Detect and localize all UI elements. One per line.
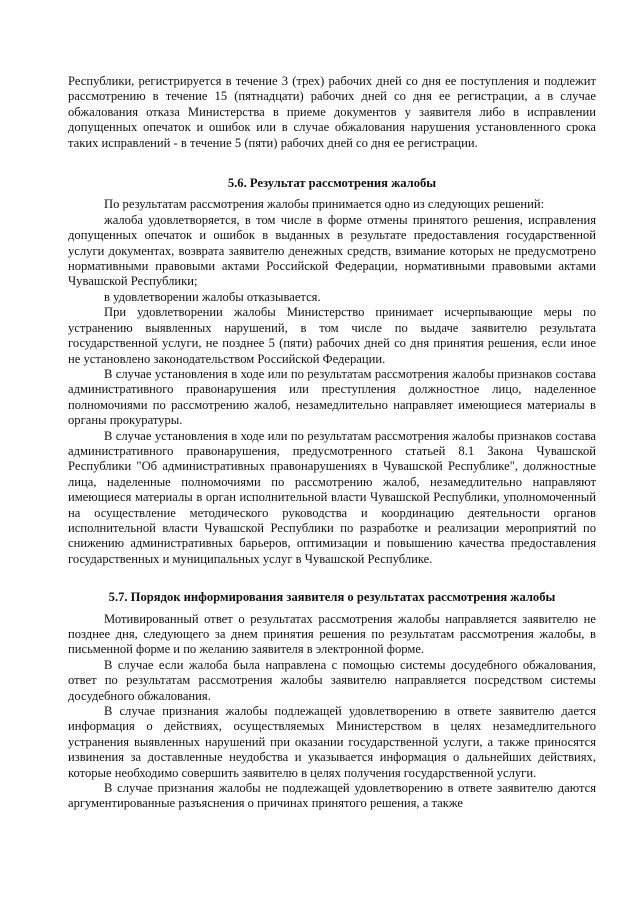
paragraph: В случае признания жалобы подлежащей удовлетворению в ответе заявителю дается информация о действиях, осуществляемых Министерством в целях незамедлительного устранения выявленных нарушений при оказании государственной услуги, а также приносятся извинения за доставленные неудобства и указывается информация о дальнейших действиях, которые необходимо совершить заявителю в целях получения государственной услуги. bbox=[68, 704, 596, 780]
paragraph: По результатам рассмотрения жалобы принимается одно из следующих решений: bbox=[104, 197, 545, 212]
paragraph: В случае установления в ходе или по результатам рассмотрения жалобы признаков состава административного правонарушения, предусмотренного статьей 8.1 Закона Чувашской Республики "Об административных правонарушениях в Чувашской Республике", должностные лица, наделенные полномочиями по рассмотрению жалоб, незамедлительно направляют имеющиеся материалы в орган исполнительной власти Чувашской Республики, уполномоченный на осуществление методического руководства и координацию деятельности органов исполнительной власти Чувашской Республики по разработке и реализации мероприятий по снижению административных барьеров, оптимизации и повышению качества предоставления государственных и муниципальных услуг в Чувашской Республике. bbox=[68, 428, 596, 566]
section-5-7-body bbox=[68, 612, 596, 812]
section-5-6-heading: 5.6. Результат рассмотрения жалобы bbox=[227, 176, 437, 191]
intro-paragraph: Республики, регистрируется в течение 3 (трех) рабочих дней со дня ее поступления и подлежит рассмотрению в течение 15 (пятнадцати) рабочих дней со дня ее регистрации, а в случае обжалования отказа Министерства в приеме документов у заявителя либо в исправлении допущенных опечаток и ошибок или в случае обжалования нарушения установленного срока таких исправлений - в течение 5 (пяти) рабочих дней со дня ее регистрации. bbox=[68, 74, 596, 150]
paragraph: в удовлетворении жалобы отказывается. bbox=[104, 289, 321, 304]
paragraph: В случае признания жалобы не подлежащей удовлетворению в ответе заявителю даются аргументированные разъяснения о причинах принятого решения, а также bbox=[68, 781, 596, 811]
paragraph: жалоба удовлетворяется, в том числе в форме отмены принятого решения, исправления допущенных опечаток и ошибок в выданных в результате предоставления государственной услуги документах, возврата заявителю денежных средств, взимание которых не предусмотрено нормативными правовыми актами Российской Федерации, нормативными правовыми актами Чувашской Республики; bbox=[68, 212, 596, 289]
paragraph: В случае если жалоба была направлена с помощью системы досудебного обжалования, ответ по результатам рассмотрения жалобы заявителю направляется посредством системы досудебного обжалования. bbox=[68, 657, 596, 703]
paragraph: При удовлетворении жалобы Министерство принимает исчерпывающие меры по устранению выявленных нарушений, в том числе по выдаче заявителю результата государственной услуги, не позднее 5 (пяти) рабочих дней со дня принятия решения, если иное не установлено законодательством Российской Федерации. bbox=[68, 305, 596, 366]
paragraph: Мотивированный ответ о результатах рассмотрения жалобы направляется заявителю не позднее дня, следующего за днем принятия решения по результатам рассмотрения жалобы, в письменной форме и по желанию заявителя в электронной форме. bbox=[68, 611, 596, 657]
section-5-7-heading: 5.7. Порядок информирования заявителя о результатах рассмотрения жалобы bbox=[108, 590, 556, 605]
section-5-6-body bbox=[68, 197, 596, 567]
paragraph: В случае установления в ходе или по результатам рассмотрения жалобы признаков состава административного правонарушения или преступления должностное лицо, наделенное полномочиями по рассмотрению жалоб, незамедлительно направляет имеющиеся материалы в органы прокуратуры. bbox=[68, 366, 596, 428]
